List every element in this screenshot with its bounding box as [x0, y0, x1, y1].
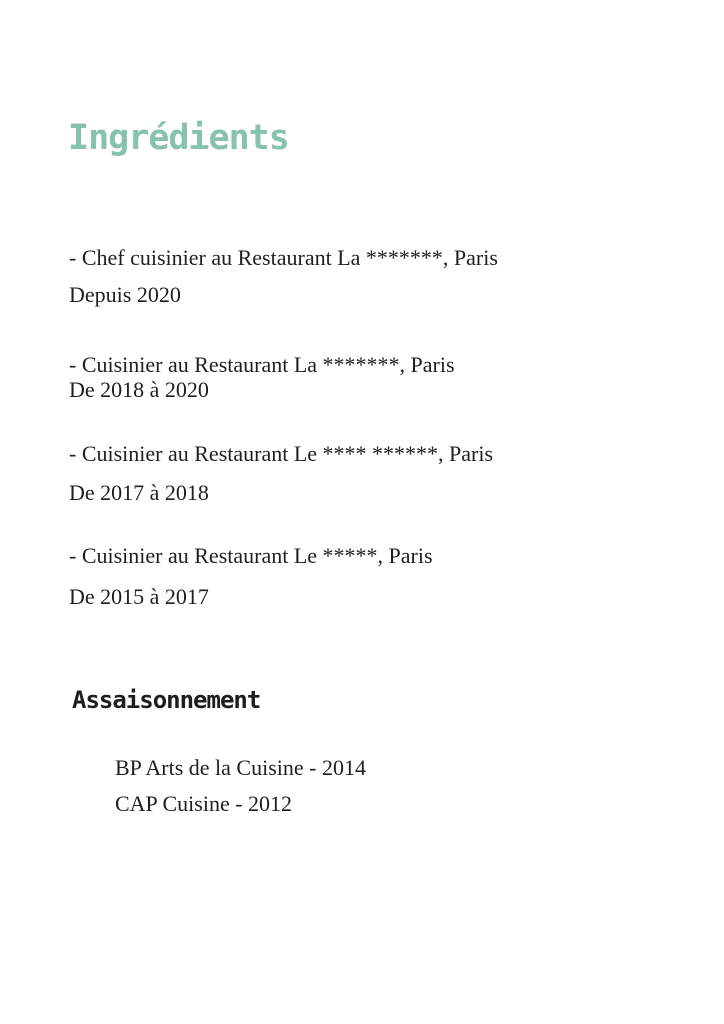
experience-entry-2-period: De 2018 à 2020	[69, 377, 209, 402]
education-item-2: CAP Cuisine - 2012	[115, 791, 293, 816]
experience-entry-1-role: - Chef cuisinier au Restaurant La *******, Paris	[69, 245, 498, 270]
experience-entry-2-role: - Cuisinier au Restaurant La *******, Paris	[69, 352, 455, 377]
experience-entry-4-period: De 2015 à 2017	[69, 584, 209, 609]
experience-entry-3-period: De 2017 à 2018	[69, 480, 209, 505]
experience-heading: Ingrédients	[68, 118, 289, 158]
education-item-1: BP Arts de la Cuisine - 2014	[115, 755, 366, 780]
experience-entry-1-period: Depuis 2020	[69, 282, 181, 307]
education-heading: Assaisonnement	[72, 686, 261, 714]
experience-entry-4-role: - Cuisinier au Restaurant Le *****, Paris	[69, 543, 433, 568]
experience-entry-3-role: - Cuisinier au Restaurant Le **** ******, Paris	[69, 441, 494, 466]
